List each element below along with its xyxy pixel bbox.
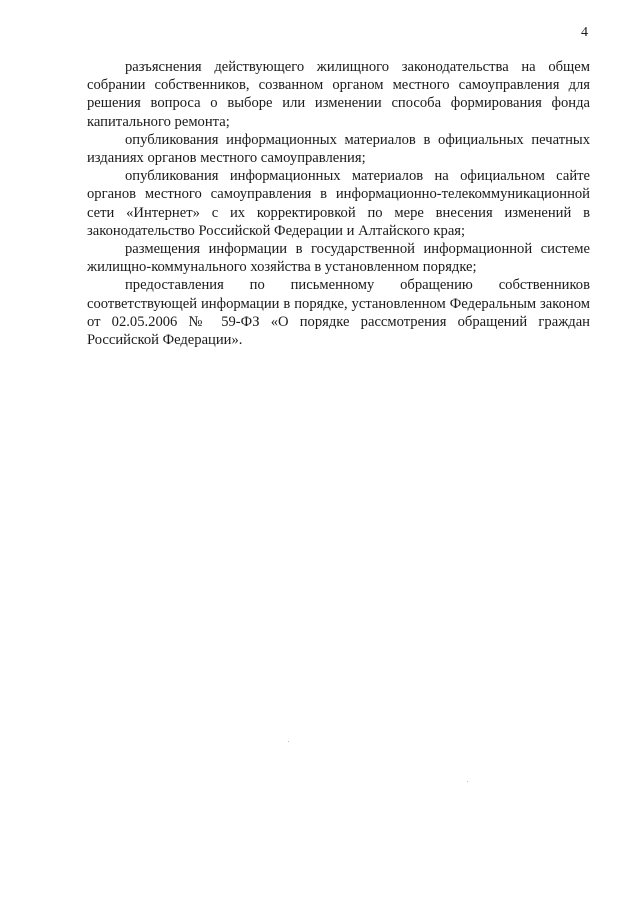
paragraph-print-publication: опубликования информационных материалов в официальных печатных изданиях органов местного самоуправления; [87,131,590,167]
scan-speck [288,741,289,742]
page-number: 4 [581,25,588,40]
paragraph-website-publication: опубликования информационных материалов на официальном сайте органов местного самоуправления в информационно-телекоммуникационной сети «Интернет» с их корректировкой по мере внесения изменений в законодательство Российской Федерации и Алтайского края; [87,168,590,239]
paragraph-written-request: предоставления по письменному обращению собственников соответствующей информации в порядке, установленном Федеральным законом от 02.05.2006 № 59-ФЗ «О порядке рассмотрения обращений граждан Российской Федерации». [87,277,590,349]
paragraph-gis-placement: размещения информации в государственной информационной системе жилищно-коммунального хозяйства в установленном порядке; [87,241,590,276]
document-body [87,58,590,349]
scan-speck [467,781,468,782]
paragraph-explanation: разъяснения действующего жилищного законодательства на общем собрании собственников, созванном органом местного самоуправления для решения вопроса о выборе или изменении способа формирования фонда капитального ремонта; [87,59,590,130]
